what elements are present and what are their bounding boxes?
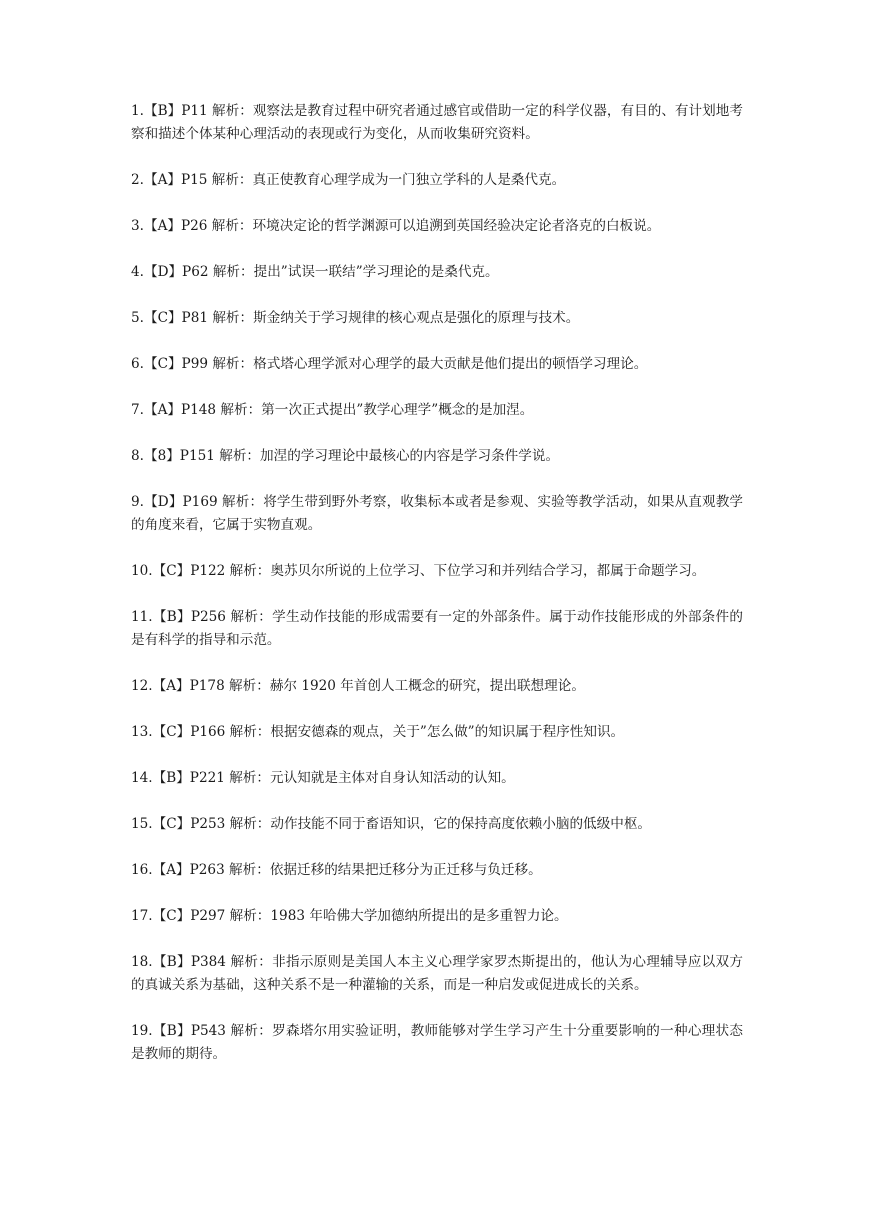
answer-item-14: 14.【B】P221 解析：元认知就是主体对自身认知活动的认知。 <box>131 770 515 786</box>
answer-item-4: 4.【D】P62 解析：提出”试误一联结”学习理论的是桑代克。 <box>131 264 499 280</box>
answer-item-6: 6.【C】P99 解析：格式塔心理学派对心理学的最大贡献是他们提出的顿悟学习理论。 <box>131 356 648 372</box>
answer-key-document <box>131 100 743 1089</box>
answer-item-7: 7.【A】P148 解析：第一次正式提出”教学心理学”概念的是加涅。 <box>131 402 534 418</box>
answer-item-11: 11.【B】P256 解析：学生动作技能的形成需要有一定的外部条件。属于动作技能形成的外部条件的是有科学的指导和示范。 <box>131 609 743 648</box>
answer-item-17: 17.【C】P297 解析：1983 年哈佛大学加德纳所提出的是多重智力论。 <box>131 908 568 924</box>
answer-item-5: 5.【C】P81 解析：斯金纳关于学习规律的核心观点是强化的原理与技术。 <box>131 310 580 326</box>
answer-item-12: 12.【A】P178 解析：赫尔 1920 年首创人工概念的研究，提出联想理论。 <box>131 678 585 694</box>
answer-item-1: 1.【B】P11 解析：观察法是教育过程中研究者通过感官或借助一定的科学仪器，有目的、有计划地考察和描述个体某种心理活动的表现或行为变化，从而收集研究资料。 <box>131 103 743 142</box>
answer-item-3: 3.【A】P26 解析：环境决定论的哲学渊源可以追溯到英国经验决定论者洛克的白板说。 <box>131 218 661 234</box>
answer-item-2: 2.【A】P15 解析：真正使教育心理学成为一门独立学科的人是桑代克。 <box>131 172 566 188</box>
answer-item-9: 9.【D】P169 解析：将学生带到野外考察，收集标本或者是参观、实验等教学活动，如果从直观教学的角度来看，它属于实物直观。 <box>131 494 743 533</box>
answer-item-13: 13.【C】P166 解析：根据安德森的观点，关于”怎么做”的知识属于程序性知识。 <box>131 724 625 740</box>
answer-item-15: 15.【C】P253 解析：动作技能不同于畜语知识，它的保持高度依赖小脑的低级中枢。 <box>131 816 652 832</box>
answer-item-8: 8.【8】P151 解析：加涅的学习理论中最核心的内容是学习条件学说。 <box>131 448 560 464</box>
answer-item-10: 10.【C】P122 解析：奥苏贝尔所说的上位学习、下位学习和并列结合学习，都属于命题学习。 <box>131 563 706 579</box>
answer-item-19: 19.【B】P543 解析：罗森塔尔用实验证明，教师能够对学生学习产生十分重要影响的一种心理状态是教师的期待。 <box>131 1023 743 1062</box>
answer-item-16: 16.【A】P263 解析：依据迁移的结果把迁移分为正迁移与负迁移。 <box>131 862 542 878</box>
answer-item-18: 18.【B】P384 解析：非指示原则是美国人本主义心理学家罗杰斯提出的，他认为心理辅导应以双方的真诚关系为基础，这种关系不是一种灌输的关系，而是一种启发或促进成长的关系。 <box>131 954 743 993</box>
